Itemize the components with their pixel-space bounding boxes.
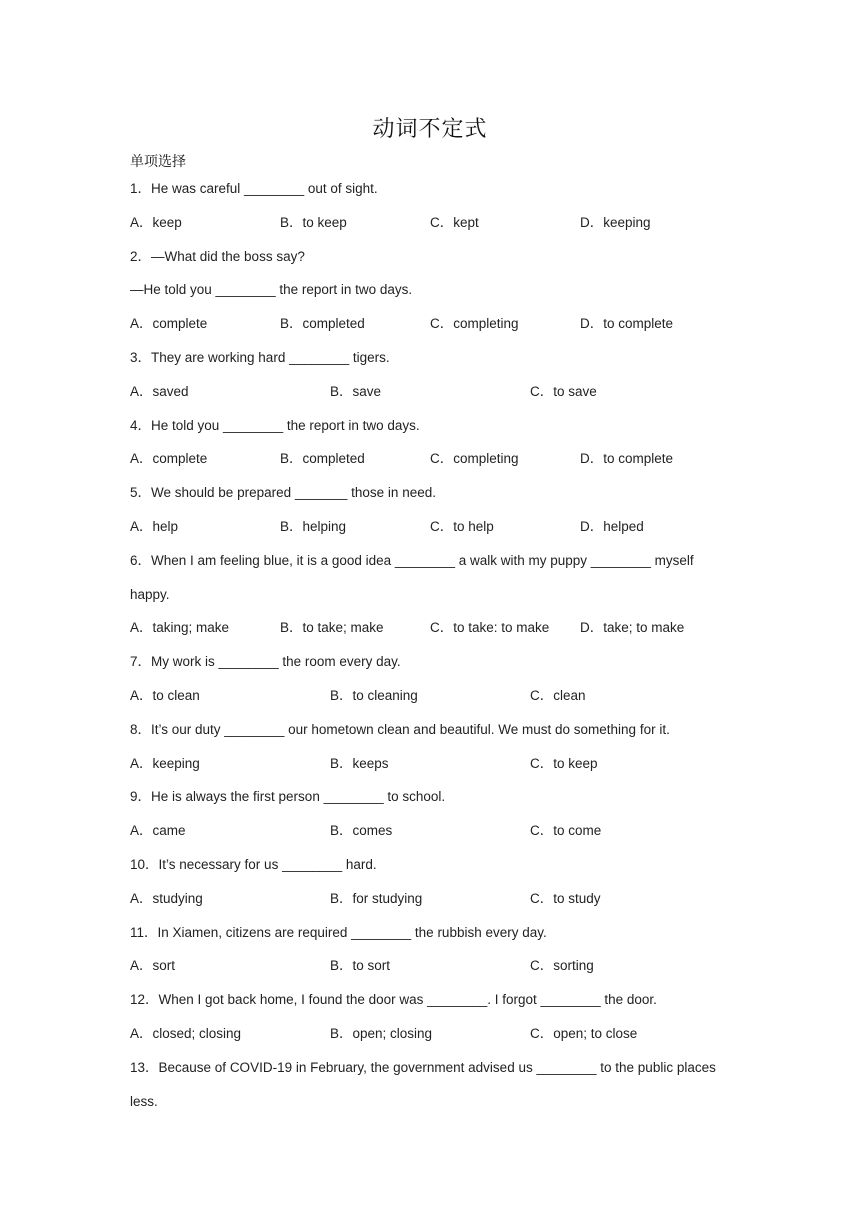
answer-option[interactable]: B．completed (280, 316, 365, 332)
option-row (130, 949, 730, 983)
question-8 (130, 713, 730, 781)
question-text: happy. (130, 586, 170, 602)
question-text: 4．He told you ________ the report in two days. (130, 417, 420, 433)
question-text: 12．When I got back home, I found the door was ________. I forgot ________ the door. (130, 992, 657, 1008)
answer-option[interactable]: C．to take: to make (430, 620, 550, 636)
question-1 (130, 172, 730, 240)
option-row (130, 882, 730, 916)
answer-option[interactable]: D．helped (580, 518, 644, 534)
option-row (130, 510, 730, 544)
question-text: 5．We should be prepared _______ those in need. (130, 485, 436, 501)
answer-option[interactable]: A．sort (130, 958, 176, 974)
option-row (130, 375, 730, 409)
option-row (130, 679, 730, 713)
answer-option[interactable]: A．closed; closing (130, 1025, 242, 1041)
question-list (130, 172, 730, 1118)
answer-option[interactable]: B．keeps (330, 755, 389, 771)
answer-option[interactable]: B．to sort (330, 958, 391, 974)
question-10 (130, 848, 730, 916)
option-row (130, 307, 730, 341)
answer-option[interactable]: B．comes (330, 823, 393, 839)
question-text: 7．My work is ________ the room every day. (130, 654, 401, 670)
answer-option[interactable]: B．helping (280, 518, 347, 534)
answer-option[interactable]: B．open; closing (330, 1025, 433, 1041)
option-row (130, 1017, 730, 1051)
option-row (130, 814, 730, 848)
option-row (130, 206, 730, 240)
answer-option[interactable]: B．for studying (330, 890, 423, 906)
answer-option[interactable]: A．complete (130, 316, 208, 332)
answer-option[interactable]: C．to save (530, 383, 597, 399)
option-row (130, 611, 730, 645)
answer-option[interactable]: B．save (330, 383, 382, 399)
question-11 (130, 916, 730, 984)
answer-option[interactable]: A．taking; make (130, 620, 230, 636)
answer-option[interactable]: C．completing (430, 316, 519, 332)
answer-option[interactable]: A．saved (130, 383, 189, 399)
option-row (130, 747, 730, 781)
question-4 (130, 409, 730, 477)
question-text: 6．When I am feeling blue, it is a good idea ________ a walk with my puppy ________ myself (130, 552, 694, 568)
question-12 (130, 983, 730, 1051)
answer-option[interactable]: A．help (130, 518, 179, 534)
answer-option[interactable]: B．to take; make (280, 620, 384, 636)
question-text: 10．It’s necessary for us ________ hard. (130, 856, 377, 872)
answer-option[interactable]: A．keep (130, 214, 182, 230)
question-5 (130, 476, 730, 544)
answer-option[interactable]: B．to cleaning (330, 687, 418, 703)
answer-option[interactable]: A．studying (130, 890, 203, 906)
answer-option[interactable]: B．to keep (280, 214, 347, 230)
question-9 (130, 780, 730, 848)
question-text: 3．They are working hard ________ tigers. (130, 349, 390, 365)
answer-option[interactable]: C．open; to close (530, 1025, 638, 1041)
answer-option[interactable]: C．completing (430, 451, 519, 467)
section-heading: 单项选择 (130, 154, 186, 170)
question-text: 9．He is always the first person ________ to school. (130, 789, 446, 805)
answer-option[interactable]: C．to help (430, 518, 494, 534)
answer-option[interactable]: C．sorting (530, 958, 594, 974)
question-6 (130, 544, 730, 645)
question-text: 11．In Xiamen, citizens are required ________ the rubbish every day. (130, 924, 547, 940)
question-text: 1．He was careful ________ out of sight. (130, 181, 378, 196)
question-3 (130, 341, 730, 409)
answer-option[interactable]: D．to complete (580, 316, 674, 332)
answer-option[interactable]: C．to come (530, 823, 602, 839)
answer-option[interactable]: D．to complete (580, 451, 674, 467)
page-title: 动词不定式 (372, 117, 488, 142)
answer-option[interactable]: C．clean (530, 687, 586, 703)
answer-option[interactable]: A．to clean (130, 687, 200, 703)
answer-option[interactable]: A．keeping (130, 755, 200, 771)
answer-option[interactable]: B．completed (280, 451, 365, 467)
option-row (130, 442, 730, 476)
question-2 (130, 240, 730, 341)
question-text: 8．It’s our duty ________ our hometown clean and beautiful. We must do something for it. (130, 721, 670, 737)
answer-option[interactable]: A．complete (130, 451, 208, 467)
answer-option[interactable]: C．to keep (530, 755, 598, 771)
question-text: less. (130, 1093, 158, 1109)
question-13 (130, 1051, 730, 1119)
answer-option[interactable]: D．keeping (580, 214, 651, 230)
question-text: 2．—What did the boss say? (130, 248, 305, 264)
answer-option[interactable]: C．to study (530, 890, 601, 906)
answer-option[interactable]: D．take; to make (580, 620, 685, 636)
question-text: 13．Because of COVID-19 in February, the government advised us ________ to the public places (130, 1059, 716, 1075)
question-7 (130, 645, 730, 713)
answer-option[interactable]: C．kept (430, 214, 479, 230)
answer-option[interactable]: A．came (130, 823, 186, 839)
question-text: —He told you ________ the report in two days. (130, 282, 413, 298)
